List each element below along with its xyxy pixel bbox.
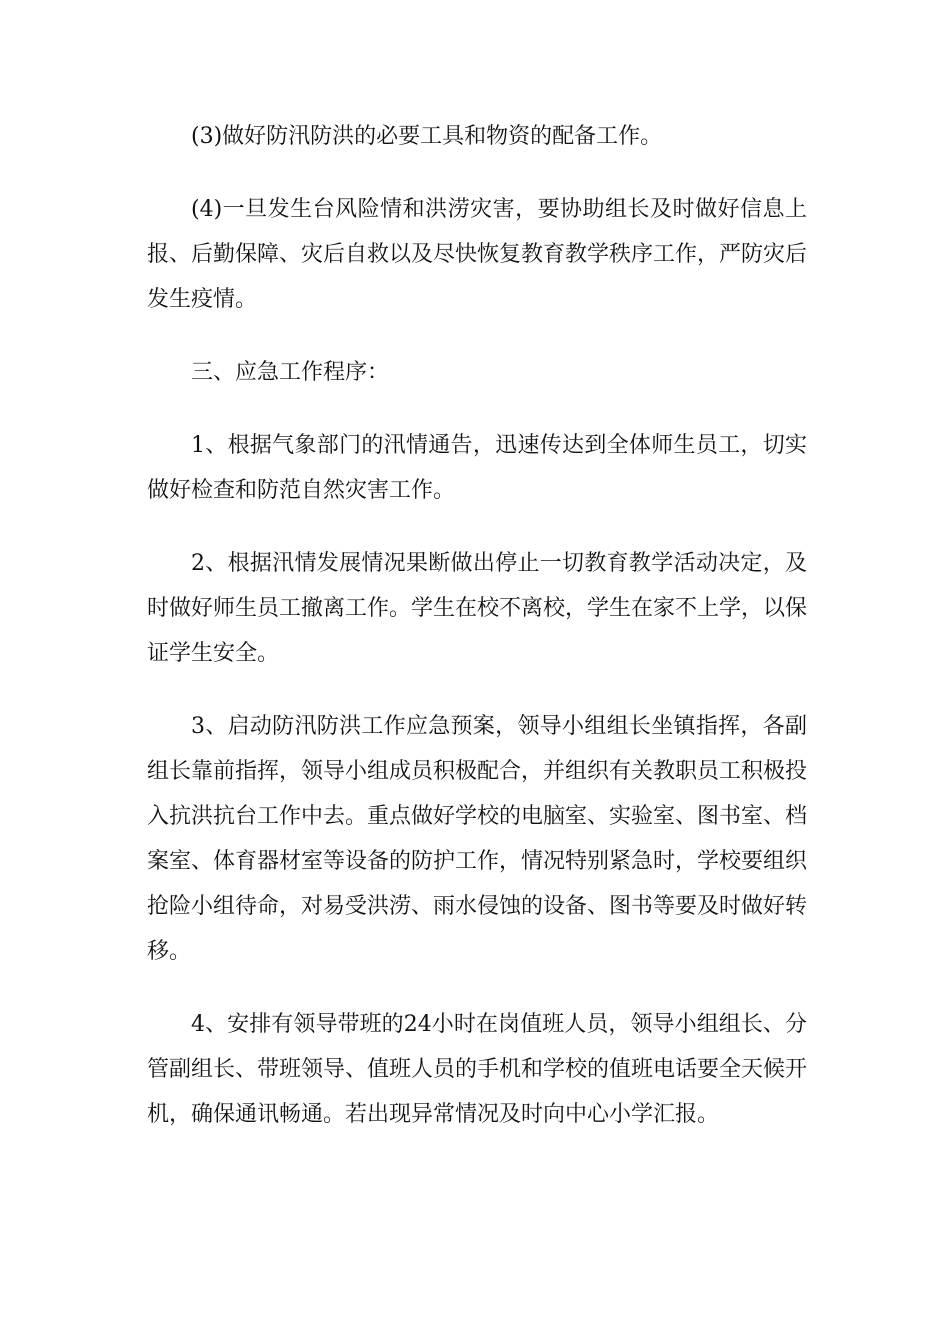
paragraph-step-2: 2、根据汛情发展情况果断做出停止一切教育教学活动决定，及时做好师生员工撤离工作。学生在校不离校，学生在家不上学，以保证学生安全。 (147, 551, 808, 666)
paragraph-item-4: (4)一旦发生台风险情和洪涝灾害，要协助组长及时做好信息上报、后勤保障、灾后自救以及尽快恢复教育教学秩序工作，严防灾后发生疫情。 (147, 197, 808, 312)
paragraph-step-1: 1、根据气象部门的汛情通告，迅速传达到全体师生员工，切实做好检查和防范自然灾害工作。 (147, 433, 807, 503)
document-body (147, 114, 807, 1165)
section-heading: 三、应急工作程序： (191, 360, 390, 385)
paragraph-step-3: 3、启动防汛防洪工作应急预案，领导小组组长坐镇指挥，各副组长靠前指挥，领导小组成员积极配合，并组织有关教职员工积极投入抗洪抗台工作中去。重点做好学校的电脑室、实验室、图书室、档案室、体育器材室等设备的防护工作，情况特别紧急时，学校要组织抢险小组待命，对易受洪涝、雨水侵蚀的设备、图书等要及时做好转移。 (147, 714, 808, 964)
paragraph-item-3: (3)做好防汛防洪的必要工具和物资的配备工作。 (191, 124, 663, 149)
paragraph-step-4: 4、安排有领导带班的24小时在岗值班人员，领导小组组长、分管副组长、带班领导、值班人员的手机和学校的值班电话要全天候开机，确保通讯畅通。若出现异常情况及时向中心小学汇报。 (147, 1012, 808, 1127)
